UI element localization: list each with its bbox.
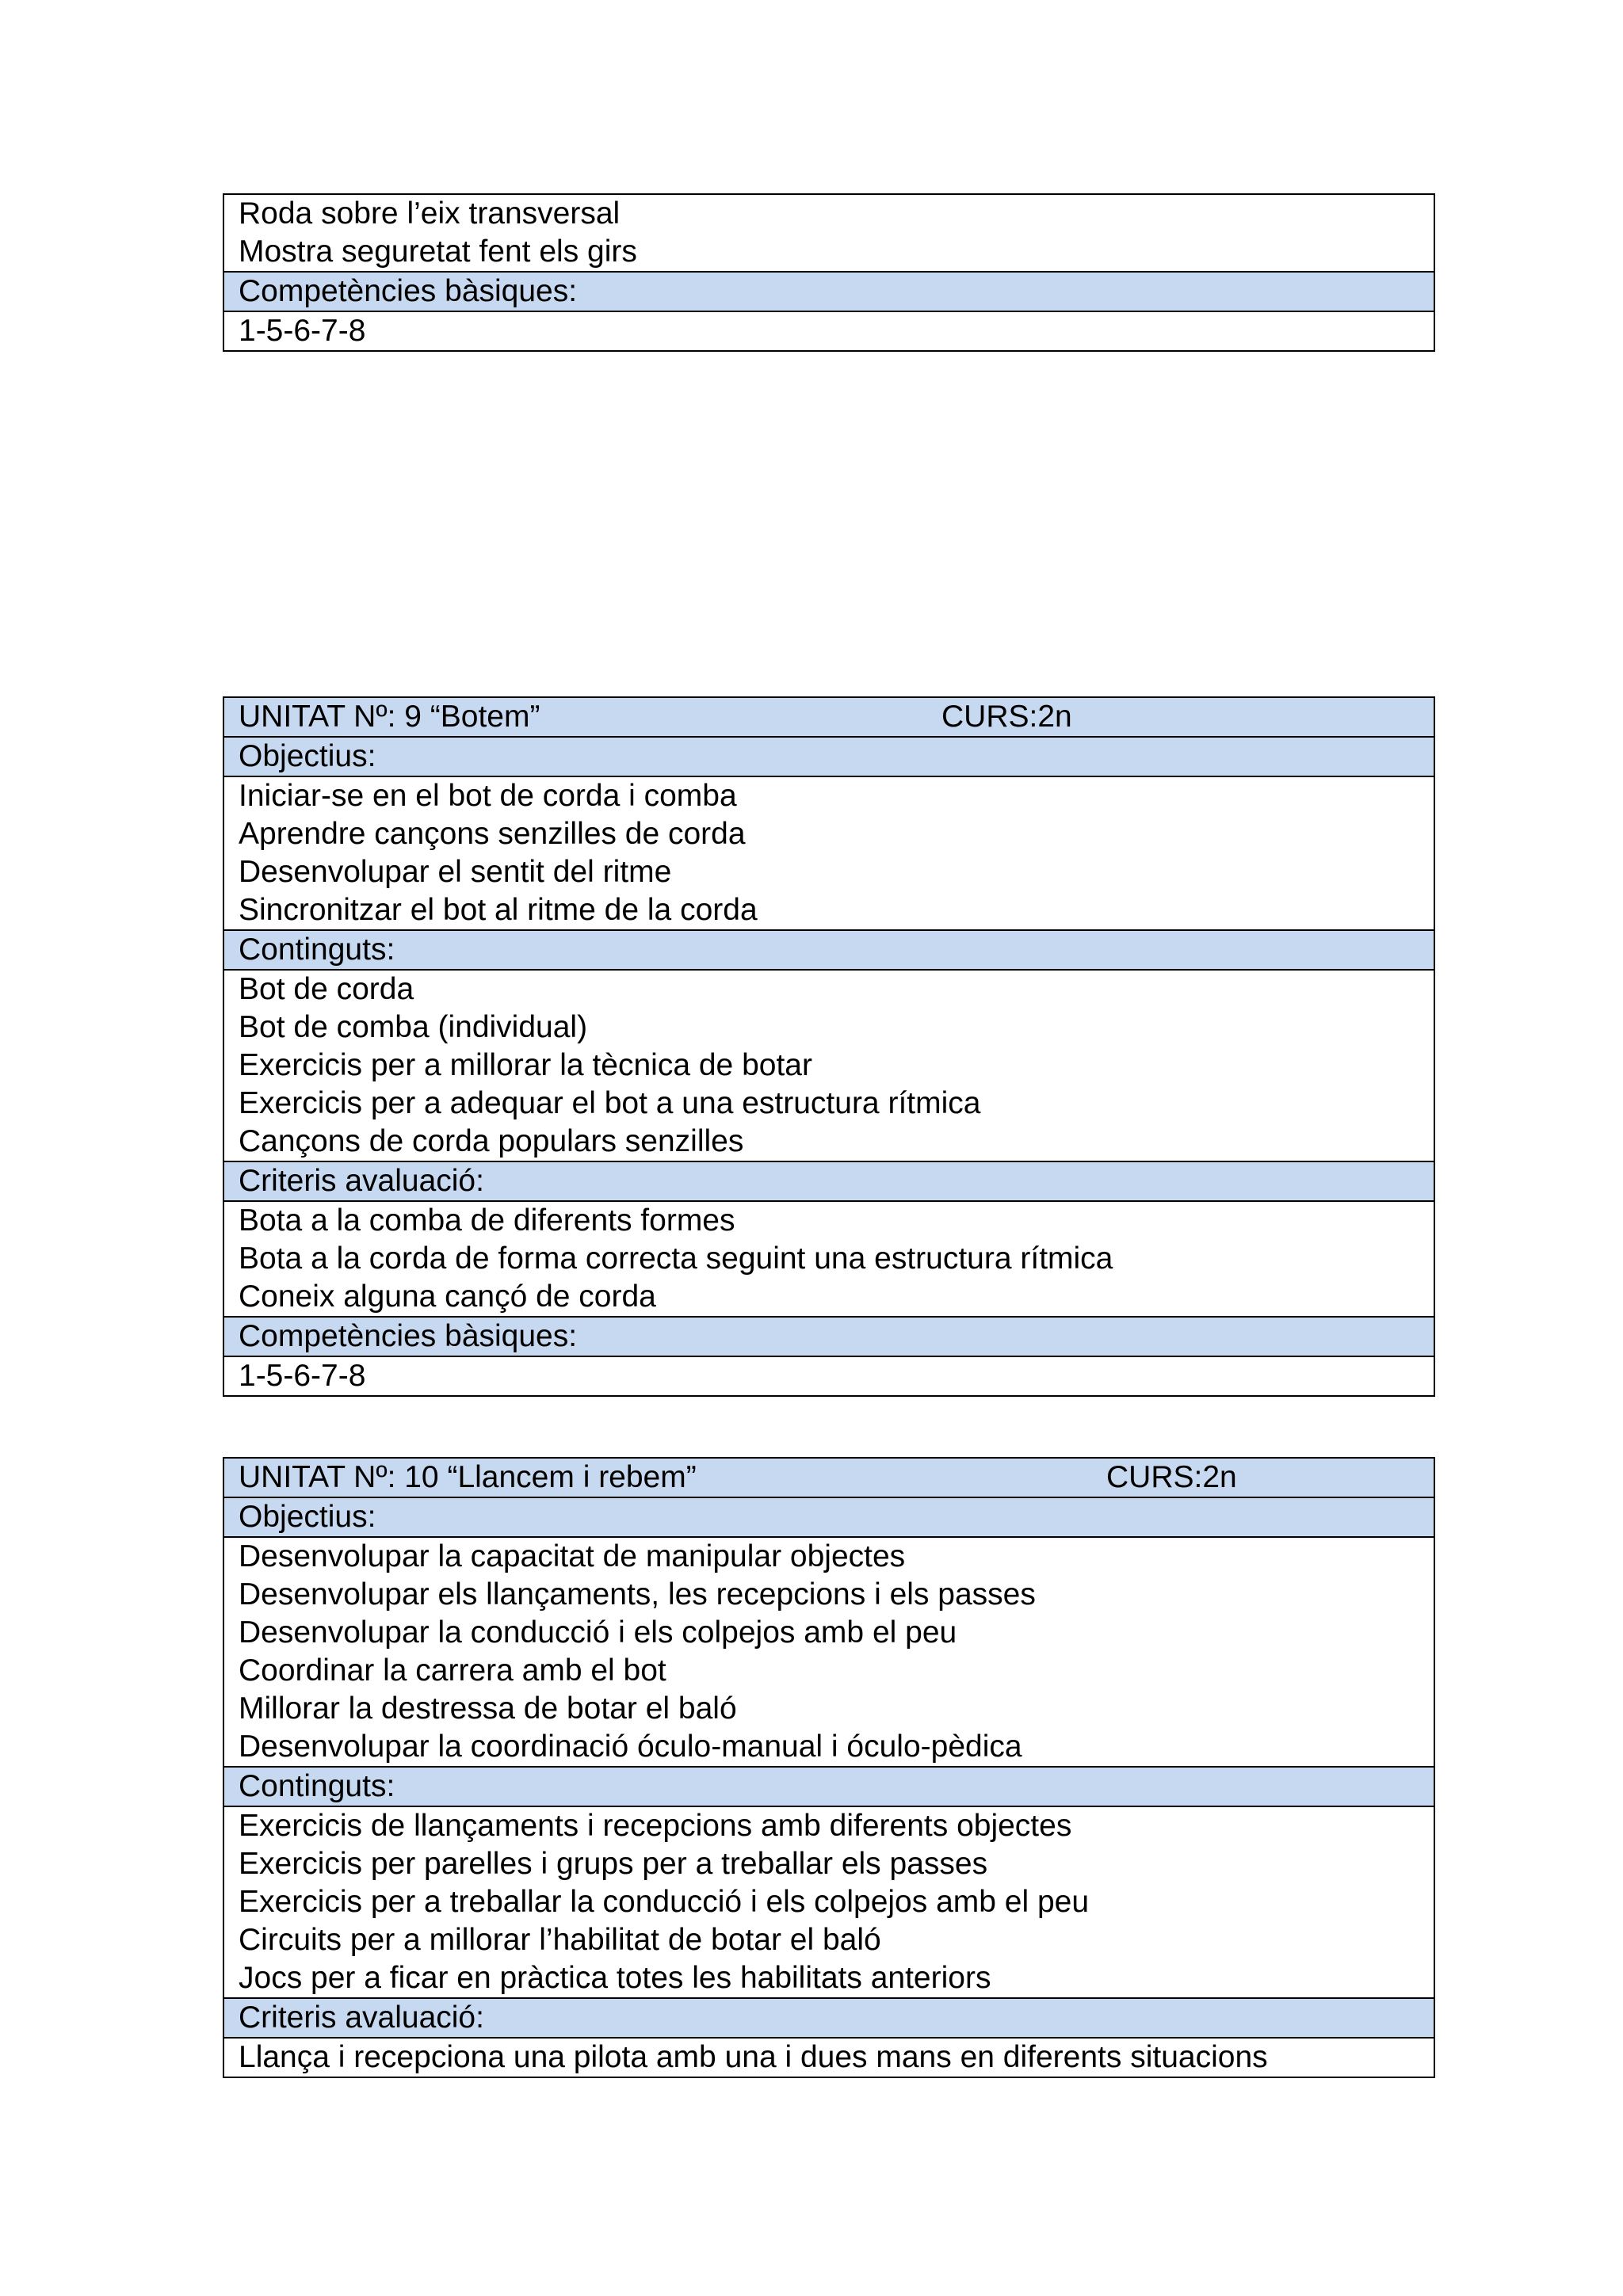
content-item: Exercicis per a millorar la tècnica de botar (239, 1048, 812, 1082)
criteria-label: Criteris avaluació: (239, 2000, 484, 2035)
criteria-cell (224, 1200, 1434, 1316)
competencies-header (224, 1316, 1434, 1356)
content-item: Circuits per a millorar l’habilitat de botar el baló (239, 1923, 881, 1957)
objective-item: Millorar la destressa de botar el baló (239, 1691, 737, 1726)
course-label: CURS:2n (941, 700, 1072, 734)
content-item: Bot de corda (239, 972, 414, 1006)
objective-item: Desenvolupar la conducció i els colpejos amb el peu (239, 1615, 957, 1650)
criteria-cell (224, 195, 1434, 271)
objective-item: Coordinar la carrera amb el bot (239, 1653, 666, 1688)
content-item: Cançons de corda populars senzilles (239, 1124, 744, 1158)
objectives-label: Objectius: (239, 1500, 376, 1534)
objective-item: Desenvolupar la coordinació óculo-manual i óculo-pèdica (239, 1730, 1022, 1764)
competencies-cell (224, 1356, 1434, 1395)
criteria-item: Llança i recepciona una pilota amb una i dues mans en diferents situacions (239, 2040, 1268, 2074)
criteria-item: Bota a la comba de diferents formes (239, 1203, 735, 1238)
objective-item: Desenvolupar el sentit del ritme (239, 855, 672, 889)
content-item: Exercicis per a adequar el bot a una estructura rítmica (239, 1086, 981, 1120)
unit-9-table (223, 696, 1435, 1397)
contents-cell (224, 1806, 1434, 1997)
course-label: CURS:2n (1106, 1460, 1237, 1494)
criteria-cell (224, 2037, 1434, 2077)
unit-title: UNITAT Nº: 10 “Llancem i rebem” (239, 1460, 697, 1494)
unit-title: UNITAT Nº: 9 “Botem” (239, 700, 540, 734)
contents-cell (224, 969, 1434, 1161)
objective-item: Aprendre cançons senzilles de corda (239, 817, 746, 851)
criteria-header (224, 1161, 1434, 1200)
objectives-cell (224, 776, 1434, 929)
criteria-item: Bota a la corda de forma correcta seguint una estructura rítmica (239, 1241, 1113, 1276)
content-item: Jocs per a ficar en pràctica totes les habilitats anteriors (239, 1961, 991, 1995)
objectives-label: Objectius: (239, 739, 376, 773)
unit-title-row (224, 698, 1434, 736)
criteria-item: Coneix alguna cançó de corda (239, 1280, 656, 1314)
criteria-item: Roda sobre l’eix transversal (239, 196, 621, 231)
unit-title-row (224, 1459, 1434, 1497)
content-item: Exercicis per parelles i grups per a treballar els passes (239, 1847, 988, 1881)
unit-8-table-continuation (223, 193, 1435, 352)
competencies-value: 1-5-6-7-8 (239, 314, 366, 348)
objective-item: Iniciar-se en el bot de corda i comba (239, 779, 737, 813)
objectives-header (224, 1497, 1434, 1536)
competencies-label: Competències bàsiques: (239, 1319, 578, 1353)
criteria-header (224, 1997, 1434, 2037)
competencies-cell (224, 311, 1434, 350)
objectives-header (224, 736, 1434, 776)
competencies-label: Competències bàsiques: (239, 274, 578, 308)
objective-item: Desenvolupar la capacitat de manipular objectes (239, 1539, 906, 1573)
contents-label: Continguts: (239, 1769, 395, 1803)
contents-header (224, 929, 1434, 969)
content-item: Exercicis per a treballar la conducció i els colpejos amb el peu (239, 1885, 1090, 1919)
competencies-header (224, 271, 1434, 311)
contents-label: Continguts: (239, 933, 395, 967)
content-item: Exercicis de llançaments i recepcions amb diferents objectes (239, 1809, 1072, 1843)
unit-10-table (223, 1457, 1435, 2078)
competencies-value: 1-5-6-7-8 (239, 1359, 366, 1393)
content-item: Bot de comba (individual) (239, 1010, 588, 1044)
objectives-cell (224, 1536, 1434, 1766)
objective-item: Desenvolupar els llançaments, les recepcions i els passes (239, 1577, 1036, 1611)
objective-item: Sincronitzar el bot al ritme de la corda (239, 893, 758, 927)
contents-header (224, 1766, 1434, 1806)
criteria-label: Criteris avaluació: (239, 1164, 484, 1198)
criteria-item: Mostra seguretat fent els girs (239, 235, 637, 269)
